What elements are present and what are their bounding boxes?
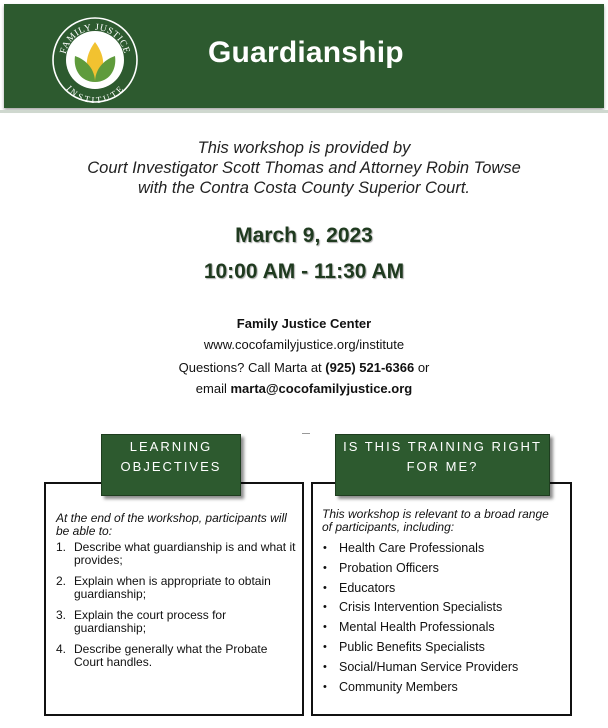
- item-text: Crisis Intervention Specialists: [339, 600, 503, 615]
- questions-prefix: Questions? Call Marta at: [178, 360, 326, 375]
- phone-number[interactable]: (925) 521-6366: [325, 360, 415, 375]
- list-item: [322, 640, 562, 660]
- item-number: 2.: [56, 574, 67, 588]
- page-title: Guardianship: [208, 36, 404, 69]
- header-banner: [4, 4, 604, 108]
- event-time: 10:00 AM - 11:30 AM: [203, 260, 405, 283]
- learning-objectives-heading: [101, 434, 241, 496]
- bullet-icon: •: [323, 601, 327, 614]
- bullet-icon: •: [323, 680, 327, 693]
- bullet-icon: •: [323, 581, 327, 594]
- list-item: [322, 660, 562, 680]
- item-text: Mental Health Professionals: [339, 620, 495, 635]
- item-number: 3.: [56, 608, 67, 622]
- audience-tag-line-1: IS THIS TRAINING RIGHT: [343, 439, 542, 454]
- intro-line-1: This workshop is provided by: [197, 139, 411, 157]
- objectives-tag-line-1: LEARNING: [129, 439, 213, 454]
- list-item: [322, 561, 562, 581]
- list-item: [322, 600, 562, 620]
- list-item: [322, 541, 562, 561]
- item-number: 1.: [56, 540, 67, 554]
- item-text: Community Members: [339, 679, 458, 694]
- bullet-icon: •: [323, 542, 327, 554]
- list-item: [56, 575, 296, 601]
- divider-dash: [302, 433, 310, 434]
- audience-heading: [335, 434, 550, 496]
- intro-line-2: Court Investigator Scott Thomas and Attorney Robin Towse: [87, 159, 521, 177]
- workshop-intro: [0, 138, 608, 198]
- venue-name: Family Justice Center: [236, 316, 372, 331]
- bullet-icon: •: [323, 621, 327, 634]
- item-text: Probation Officers: [339, 560, 439, 575]
- list-item: [322, 620, 562, 640]
- email-line: [0, 381, 608, 396]
- event-date: March 9, 2023: [235, 224, 373, 247]
- family-justice-institute-logo: [51, 16, 139, 104]
- bullet-icon: •: [323, 640, 327, 653]
- intro-line-3: with the Contra Costa County Superior Court.: [138, 179, 470, 197]
- audience-intro: This workshop is relevant to a broad range of participants, including:: [322, 507, 549, 534]
- bullet-icon: •: [323, 561, 327, 574]
- header-divider: [0, 110, 608, 113]
- list-item: [56, 643, 296, 669]
- email-prefix: email: [195, 381, 231, 396]
- item-text: Educators: [339, 580, 396, 595]
- questions-line: [0, 360, 608, 375]
- svg-text:INSTITUTE: INSTITUTE: [64, 83, 126, 104]
- list-item: [56, 541, 296, 567]
- item-text: Public Benefits Specialists: [339, 639, 485, 654]
- item-text: Explain the court process for guardianship;: [74, 608, 227, 635]
- item-text: Health Care Professionals: [339, 541, 485, 555]
- bullet-icon: •: [323, 660, 327, 673]
- venue-url-link[interactable]: www.cocofamilyjustice.org/institute: [203, 337, 405, 352]
- item-number: 4.: [56, 642, 67, 656]
- svg-text:FAMILY JUSTICE: FAMILY JUSTICE: [58, 22, 132, 55]
- objectives-intro: At the end of the workshop, participants will be able to:: [56, 511, 287, 538]
- list-item: [322, 680, 562, 700]
- email-link[interactable]: marta@cocofamilyjustice.org: [230, 381, 413, 396]
- item-text: Describe what guardianship is and what it provides;: [74, 540, 296, 567]
- audience-list: [322, 541, 562, 699]
- item-text: Social/Human Service Providers: [339, 659, 519, 674]
- list-item: [56, 609, 296, 635]
- audience-tag-line-2: FOR ME?: [406, 459, 479, 474]
- objectives-list: [56, 541, 296, 677]
- item-text: Explain when is appropriate to obtain guardianship;: [74, 574, 271, 601]
- objectives-tag-line-2: OBJECTIVES: [120, 459, 222, 474]
- list-item: [322, 581, 562, 601]
- questions-suffix: or: [414, 360, 430, 375]
- item-text: Describe generally what the Probate Court handles.: [74, 642, 268, 669]
